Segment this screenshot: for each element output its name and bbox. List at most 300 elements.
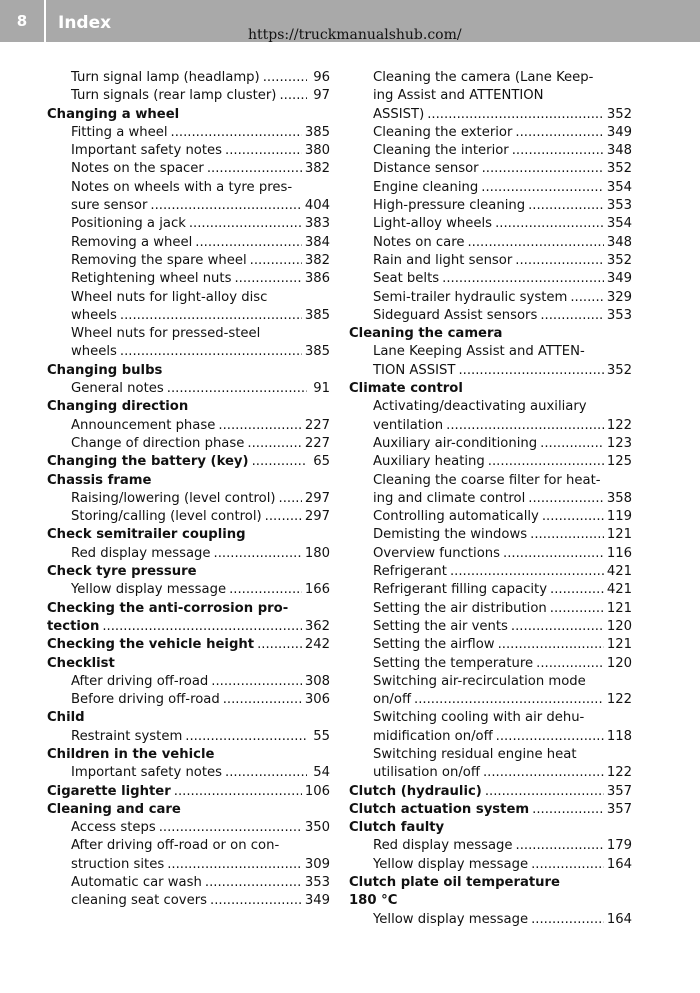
index-entry xyxy=(47,837,330,874)
page-ref: 116 xyxy=(606,545,632,561)
page-ref: 96 xyxy=(313,70,330,85)
entry-text: Notes on wheels with a tyre pres- xyxy=(71,179,293,195)
dot-leader xyxy=(214,545,302,563)
page-ref: 180 xyxy=(304,545,330,561)
page-ref: 358 xyxy=(606,490,632,506)
entry-text: Turn signal lamp (headlamp) xyxy=(71,70,260,85)
page-ref: 421 xyxy=(606,564,632,580)
page-ref: 308 xyxy=(304,673,330,689)
dot-leader xyxy=(467,234,603,252)
index-heading xyxy=(47,472,330,490)
entry-line xyxy=(373,600,632,618)
index-entry xyxy=(47,179,330,216)
entry-text: tection xyxy=(47,618,100,634)
index-entry xyxy=(47,874,330,892)
entry-text: Child xyxy=(47,710,85,726)
entry-line xyxy=(71,691,330,709)
dot-leader xyxy=(279,87,307,105)
entry-text: Switching air-recirculation mode xyxy=(373,673,586,689)
index-entry xyxy=(349,307,632,325)
index-entry xyxy=(47,673,330,691)
page-ref: 384 xyxy=(304,234,330,250)
entry-line xyxy=(71,490,330,508)
page-ref: 353 xyxy=(606,198,632,214)
entry-text: Children in the vehicle xyxy=(47,746,215,762)
entry-line xyxy=(71,69,330,87)
dot-leader xyxy=(120,307,302,325)
entry-line xyxy=(373,856,632,874)
entry-text: Rain and light sensor xyxy=(373,252,513,268)
index-entry xyxy=(349,270,632,288)
page-number: 8 xyxy=(0,0,46,42)
entry-text: Setting the air distribution xyxy=(373,600,547,616)
index-entry xyxy=(47,728,330,746)
page-ref: 164 xyxy=(606,856,632,872)
entry-line xyxy=(71,892,330,910)
dot-leader xyxy=(265,508,302,526)
entry-text: Notes on care xyxy=(373,234,465,250)
entry-text: Restraint system xyxy=(71,728,183,744)
dot-leader xyxy=(481,179,604,197)
entry-line xyxy=(71,307,330,325)
entry-text: After driving off-road xyxy=(71,673,209,689)
dot-leader xyxy=(483,764,604,782)
entry-text: Red display message xyxy=(71,545,211,561)
page-ref: 119 xyxy=(606,509,632,525)
entry-text: Clutch (hydraulic) xyxy=(349,783,482,799)
dot-leader xyxy=(102,618,301,636)
entry-text: Activating/deactivating auxiliary xyxy=(373,399,587,415)
entry-text: Chassis frame xyxy=(47,472,152,488)
entry-text: midification on/off xyxy=(373,728,493,744)
entry-text: Check tyre pressure xyxy=(47,564,197,580)
entry-text: TION ASSIST xyxy=(373,362,456,378)
entry-text: Seat belts xyxy=(373,271,440,287)
entry-line xyxy=(373,618,632,636)
dot-leader xyxy=(528,490,604,508)
index-entry xyxy=(349,856,632,874)
entry-text: wheels xyxy=(71,307,117,323)
entry-text: ing and climate control xyxy=(373,490,526,506)
entry-text: Climate control xyxy=(349,381,463,397)
dot-leader xyxy=(531,856,604,874)
page-ref: 122 xyxy=(606,765,632,781)
page-ref: 382 xyxy=(304,252,330,268)
dot-leader xyxy=(458,362,603,380)
entry-text: Positioning a jack xyxy=(71,216,186,232)
index-entry xyxy=(47,545,330,563)
page-ref: 353 xyxy=(304,875,330,891)
dot-leader xyxy=(171,124,302,142)
dot-leader xyxy=(218,417,301,435)
entry-line xyxy=(71,508,330,526)
entry-text: Removing the spare wheel xyxy=(71,252,247,268)
entry-text: Yellow display message xyxy=(71,582,227,598)
index-heading xyxy=(47,655,330,673)
index-heading xyxy=(349,783,632,801)
index-entry xyxy=(349,526,632,544)
entry-text: ing Assist and ATTENTION xyxy=(373,88,544,104)
page-ref: 91 xyxy=(313,381,330,397)
entry-line xyxy=(71,87,330,105)
entry-line xyxy=(71,270,330,288)
dot-leader xyxy=(540,307,604,325)
page-ref: 385 xyxy=(304,124,330,140)
entry-text: Refrigerant xyxy=(373,564,447,580)
index-entry xyxy=(349,508,632,526)
entry-line xyxy=(373,197,632,215)
dot-leader xyxy=(512,142,604,160)
entry-text: Fitting a wheel xyxy=(71,124,168,140)
index-entry xyxy=(47,490,330,508)
index-entry xyxy=(47,764,330,782)
index-entry xyxy=(349,179,632,197)
index-entry xyxy=(349,435,632,453)
entry-line xyxy=(71,417,330,435)
entry-text: utilisation on/off xyxy=(373,765,480,781)
entry-line xyxy=(373,655,632,673)
index-column-left xyxy=(47,69,330,911)
source-url: https://truckmanualshub.com/ xyxy=(248,27,462,43)
index-heading xyxy=(47,453,330,471)
entry-text: Red display message xyxy=(373,838,513,854)
dot-leader xyxy=(263,69,307,87)
page-ref: 121 xyxy=(606,637,632,653)
dot-leader xyxy=(570,289,604,307)
index-heading xyxy=(47,801,330,819)
index-heading xyxy=(47,563,330,581)
entry-line xyxy=(373,490,632,508)
entry-text: Distance sensor xyxy=(373,161,479,177)
entry-line xyxy=(373,215,632,233)
index-heading xyxy=(349,380,632,398)
dot-leader xyxy=(495,215,604,233)
dot-leader xyxy=(515,252,604,270)
entry-text: Important safety notes xyxy=(71,765,223,781)
entry-text: Auxiliary air-conditioning xyxy=(373,435,538,451)
entry-line xyxy=(373,563,632,581)
index-entry xyxy=(349,600,632,618)
dot-leader xyxy=(511,618,604,636)
entry-text: ASSIST) xyxy=(373,106,425,122)
index-entry xyxy=(47,142,330,160)
dot-leader xyxy=(528,197,604,215)
page-ref: 383 xyxy=(304,216,330,232)
entry-line xyxy=(71,380,330,398)
page-ref: 179 xyxy=(606,838,632,854)
entry-line xyxy=(373,142,632,160)
entry-text: wheels xyxy=(71,344,117,360)
entry-line xyxy=(373,764,632,782)
index-entry xyxy=(349,472,632,509)
entry-text: Auxiliary heating xyxy=(373,454,485,470)
entry-line xyxy=(373,362,632,380)
entry-text: Setting the airflow xyxy=(373,637,495,653)
entry-text: Overview functions xyxy=(373,545,501,561)
index-entry xyxy=(349,215,632,233)
page-ref: 386 xyxy=(304,271,330,287)
dot-leader xyxy=(450,563,604,581)
entry-text: Cleaning the camera xyxy=(349,326,503,342)
dot-leader xyxy=(540,435,604,453)
page-ref: 385 xyxy=(304,307,330,323)
index-entry xyxy=(349,563,632,581)
page-ref: 348 xyxy=(606,143,632,159)
dot-leader xyxy=(536,655,604,673)
index-entry xyxy=(47,892,330,910)
entry-line xyxy=(373,417,632,435)
dot-leader xyxy=(250,252,302,270)
entry-text: After driving off-road or on con- xyxy=(71,838,280,854)
page-ref: 380 xyxy=(304,143,330,159)
index-entry xyxy=(349,911,632,929)
dot-leader xyxy=(515,124,603,142)
entry-text: Clutch plate oil temperature xyxy=(349,875,560,891)
dot-leader xyxy=(210,892,302,910)
entry-text: Light-alloy wheels xyxy=(373,216,493,232)
entry-text: Cigarette lighter xyxy=(47,783,171,799)
entry-text: Raising/lowering (level control) xyxy=(71,490,276,506)
entry-text: Check semitrailer coupling xyxy=(47,527,246,543)
page-ref: 118 xyxy=(606,728,632,744)
index-entry xyxy=(47,289,330,326)
page-ref: 297 xyxy=(304,490,330,506)
index-entry xyxy=(349,142,632,160)
page-ref: 125 xyxy=(606,454,632,470)
entry-text: Announcement phase xyxy=(71,417,216,433)
entry-text: Sideguard Assist sensors xyxy=(373,307,538,323)
dot-leader xyxy=(531,911,604,929)
dot-leader xyxy=(485,783,604,801)
entry-line xyxy=(373,252,632,270)
dot-leader xyxy=(167,856,302,874)
page-ref: 97 xyxy=(313,88,330,104)
dot-leader xyxy=(205,874,302,892)
index-column-right xyxy=(349,69,632,929)
dot-leader xyxy=(279,490,302,508)
index-heading xyxy=(349,819,632,837)
index-entry xyxy=(47,252,330,270)
entry-text: Engine cleaning xyxy=(373,179,479,195)
page-ref: 362 xyxy=(304,618,330,634)
entry-line xyxy=(71,856,330,874)
index-entry xyxy=(349,581,632,599)
dot-leader xyxy=(482,160,604,178)
section-title: Index xyxy=(58,13,112,33)
entry-text: Storing/calling (level control) xyxy=(71,509,262,525)
index-heading xyxy=(47,783,330,801)
dot-leader xyxy=(488,453,604,471)
page-ref: 349 xyxy=(606,124,632,140)
page-ref: 349 xyxy=(304,893,330,909)
index-entry xyxy=(349,453,632,471)
dot-leader xyxy=(427,106,604,124)
dot-leader xyxy=(550,581,604,599)
entry-line xyxy=(373,435,632,453)
index-heading xyxy=(349,801,632,819)
dot-leader xyxy=(498,636,604,654)
entry-line xyxy=(373,179,632,197)
page-ref: 385 xyxy=(304,344,330,360)
page-ref: 352 xyxy=(606,362,632,378)
entry-line xyxy=(71,874,330,892)
entry-line xyxy=(71,343,330,361)
entry-line xyxy=(47,453,330,471)
entry-line xyxy=(71,234,330,252)
entry-line xyxy=(373,289,632,307)
index-entry xyxy=(47,581,330,599)
entry-line xyxy=(47,783,330,801)
index-entry xyxy=(349,252,632,270)
entry-text: Automatic car wash xyxy=(71,875,202,891)
entry-text: Retightening wheel nuts xyxy=(71,271,232,287)
page-ref: 404 xyxy=(304,198,330,214)
index-entry xyxy=(349,197,632,215)
entry-line xyxy=(71,545,330,563)
index-entry xyxy=(47,508,330,526)
index-entry xyxy=(47,819,330,837)
index-heading xyxy=(349,874,632,911)
entry-line xyxy=(71,435,330,453)
page-ref: 122 xyxy=(606,692,632,708)
index-entry xyxy=(349,124,632,142)
page-ref: 306 xyxy=(304,692,330,708)
page-ref: 123 xyxy=(606,435,632,451)
page-ref: 350 xyxy=(304,820,330,836)
page-ref: 329 xyxy=(606,289,632,305)
index-entry xyxy=(47,417,330,435)
entry-text: Wheel nuts for light-alloy disc xyxy=(71,289,268,305)
index-entry xyxy=(47,160,330,178)
index-entry xyxy=(349,160,632,178)
index-entry xyxy=(47,691,330,709)
dot-leader xyxy=(195,234,302,252)
entry-line xyxy=(373,837,632,855)
page-ref: 227 xyxy=(304,435,330,451)
dot-leader xyxy=(225,142,302,160)
page-ref: 354 xyxy=(606,216,632,232)
entry-line xyxy=(373,636,632,654)
page-ref: 354 xyxy=(606,179,632,195)
dot-leader xyxy=(257,636,302,654)
entry-text: Refrigerant filling capacity xyxy=(373,582,548,598)
page-ref: 421 xyxy=(606,582,632,598)
page-ref: 65 xyxy=(313,454,330,470)
entry-line xyxy=(71,142,330,160)
dot-leader xyxy=(120,343,302,361)
entry-line xyxy=(373,270,632,288)
page-ref: 353 xyxy=(606,307,632,323)
entry-text: Access steps xyxy=(71,820,156,836)
entry-line xyxy=(373,124,632,142)
page-ref: 122 xyxy=(606,417,632,433)
entry-text: ventilation xyxy=(373,417,444,433)
dot-leader xyxy=(532,801,604,819)
entry-text: Change of direction phase xyxy=(71,435,245,451)
dot-leader xyxy=(550,600,604,618)
entry-text: cleaning seat covers xyxy=(71,893,208,909)
entry-text: High-pressure cleaning xyxy=(373,198,526,214)
entry-text: Clutch faulty xyxy=(349,820,445,836)
dot-leader xyxy=(503,545,604,563)
index-heading xyxy=(47,709,330,727)
index-heading xyxy=(47,398,330,416)
entry-line xyxy=(71,728,330,746)
index-heading xyxy=(47,362,330,380)
dot-leader xyxy=(234,270,301,288)
page-ref: 352 xyxy=(606,106,632,122)
entry-line xyxy=(47,618,330,636)
index-entry xyxy=(349,709,632,746)
entry-line xyxy=(373,728,632,746)
entry-text: Changing the battery (key) xyxy=(47,454,249,470)
dot-leader xyxy=(189,215,302,233)
dot-leader xyxy=(185,728,307,746)
dot-leader xyxy=(247,435,301,453)
entry-line xyxy=(373,508,632,526)
entry-line xyxy=(373,234,632,252)
entry-line xyxy=(71,252,330,270)
entry-line xyxy=(373,106,632,124)
entry-text: Cleaning the camera (Lane Keep- xyxy=(373,70,594,85)
page-ref: 120 xyxy=(606,618,632,634)
index-entry xyxy=(349,746,632,783)
index-heading xyxy=(47,746,330,764)
entry-text: Changing direction xyxy=(47,399,189,415)
page-ref: 242 xyxy=(304,637,330,653)
entry-line xyxy=(71,764,330,782)
entry-line xyxy=(373,307,632,325)
entry-text: Semi-trailer hydraulic system xyxy=(373,289,568,305)
page-ref: 120 xyxy=(606,655,632,671)
entry-text: Setting the air vents xyxy=(373,618,508,634)
entry-text: Cleaning the exterior xyxy=(373,124,513,140)
index-entry xyxy=(349,545,632,563)
entry-text: Yellow display message xyxy=(373,856,529,872)
entry-line xyxy=(71,819,330,837)
entry-line xyxy=(349,783,632,801)
page-ref: 357 xyxy=(606,783,632,799)
dot-leader xyxy=(516,837,604,855)
dot-leader xyxy=(207,160,302,178)
entry-text: struction sites xyxy=(71,856,165,872)
entry-line xyxy=(373,911,632,929)
index-entry xyxy=(349,673,632,710)
entry-text: sure sensor xyxy=(71,198,148,214)
dot-leader xyxy=(229,581,302,599)
page-ref: 309 xyxy=(304,856,330,872)
page-ref: 357 xyxy=(606,801,632,817)
index-entry xyxy=(47,270,330,288)
entry-line xyxy=(71,581,330,599)
entry-line xyxy=(71,160,330,178)
entry-text: Switching residual engine heat xyxy=(373,746,577,762)
index-heading xyxy=(349,325,632,343)
dot-leader xyxy=(174,783,302,801)
index-entry xyxy=(349,343,632,380)
index-entry xyxy=(349,837,632,855)
dot-leader xyxy=(496,728,604,746)
page-ref: 297 xyxy=(304,509,330,525)
page-ref: 55 xyxy=(313,728,330,744)
dot-leader xyxy=(167,380,307,398)
dot-leader xyxy=(225,764,307,782)
entry-line xyxy=(47,636,330,654)
index-heading xyxy=(47,636,330,654)
index-entry xyxy=(47,380,330,398)
dot-leader xyxy=(542,508,604,526)
entry-text: Turn signals (rear lamp cluster) xyxy=(71,88,277,104)
